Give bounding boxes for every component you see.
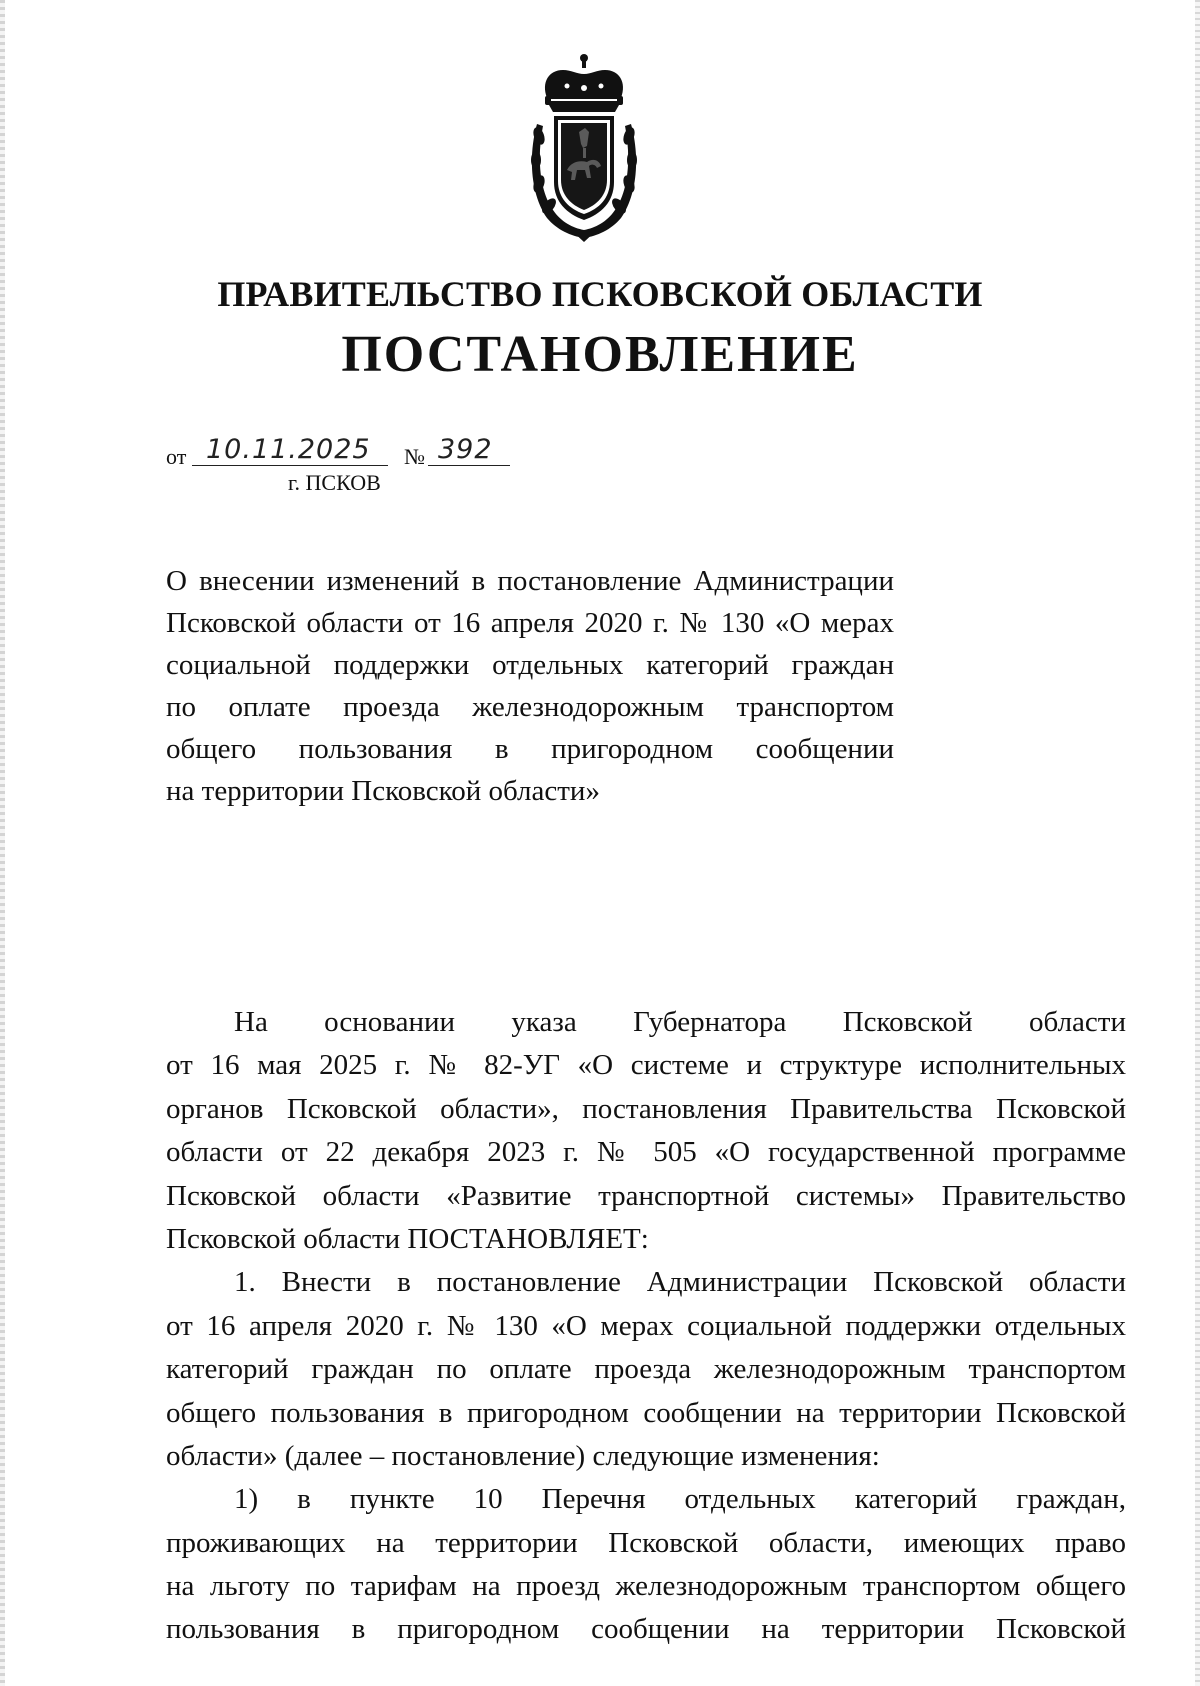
scan-edge-left — [0, 0, 5, 1686]
body-line: 1. Внести в постановление Администрации Псковской области — [234, 1266, 1126, 1299]
handwritten-number: 392 — [428, 436, 510, 466]
body-line: органов Псковской области», постановления Правительства Псковской — [166, 1092, 1126, 1125]
body-line: пользования в пригородном сообщении на территории Псковской — [166, 1613, 1126, 1646]
document-subject — [166, 560, 894, 812]
body-line: Псковской области ПОСТАНОВЛЯЕТ: — [166, 1222, 649, 1255]
scan-edge-right — [1195, 0, 1200, 1686]
body-line: На основании указа Губернатора Псковской области — [234, 1006, 1126, 1038]
pskov-oblast-coat-of-arms-icon — [527, 52, 641, 244]
subject-line: О внесении изменений в постановление Администрации — [166, 565, 894, 597]
number-prefix: № — [404, 444, 425, 469]
body-line: Псковской области «Развитие транспортной системы» Правительство — [166, 1179, 1126, 1212]
body-line: на льготу по тарифам на проезд железнодорожным транспортом общего — [166, 1570, 1126, 1603]
body-line: от 16 апреля 2020 г. № 130 «О мерах социальной поддержки отдельных — [166, 1309, 1126, 1342]
date-prefix: от — [166, 444, 187, 469]
body-line: 1) в пункте 10 Перечня отдельных категорий граждан, — [234, 1483, 1126, 1516]
body-line: от 16 мая 2025 г. № 82-УГ «О системе и структуре исполнительных — [166, 1049, 1126, 1082]
document-type-title: ПОСТАНОВЛЕНИЕ — [341, 326, 859, 383]
body-line: общего пользования в пригородном сообщении на территории Псковской — [166, 1396, 1126, 1429]
handwritten-date: 10.11.2025 — [192, 436, 388, 466]
body-line: проживающих на территории Псковской области, имеющих право — [166, 1526, 1126, 1559]
subject-line: на территории Псковской области» — [166, 775, 600, 807]
city-label: г. ПСКОВ — [288, 470, 381, 495]
body-line: области» (далее – постановление) следующие изменения: — [166, 1439, 880, 1472]
subject-line: социальной поддержки отдельных категорий граждан — [166, 649, 894, 681]
subject-line: по оплате проезда железнодорожным транспортом — [166, 691, 894, 723]
body-line: категорий граждан по оплате проезда железнодорожным транспортом — [166, 1353, 1126, 1386]
issuer-title: ПРАВИТЕЛЬСТВО ПСКОВСКОЙ ОБЛАСТИ — [217, 274, 983, 314]
subject-line: Псковской области от 16 апреля 2020 г. № 130 «О мерах — [166, 607, 894, 639]
subject-line: общего пользования в пригородном сообщении — [166, 733, 894, 765]
body-line: области от 22 декабря 2023 г. № 505 «О государственной программе — [166, 1136, 1126, 1169]
document-body — [166, 1001, 1126, 1652]
